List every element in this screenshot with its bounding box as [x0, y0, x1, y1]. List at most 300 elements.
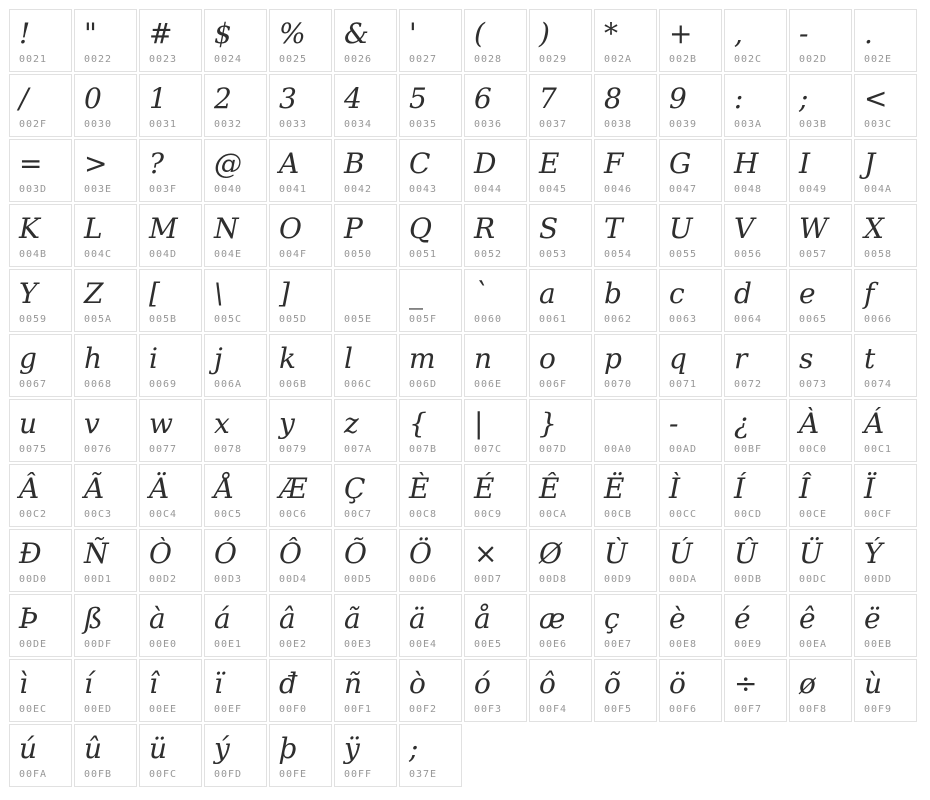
glyph: ¿ [734, 407, 750, 440]
codepoint-label: 00C3 [84, 509, 113, 520]
glyph-cell [74, 139, 137, 202]
glyph-cell [139, 204, 202, 267]
codepoint-label: 007A [344, 444, 373, 455]
glyph-cell [269, 139, 332, 202]
glyph: J [864, 147, 876, 180]
codepoint-label: 0062 [604, 314, 633, 325]
glyph: 9 [669, 82, 687, 115]
glyph-cell [659, 204, 722, 267]
codepoint-label: 0025 [279, 54, 308, 65]
glyph-cell [334, 529, 397, 592]
glyph: õ [604, 667, 621, 700]
glyph-cell [399, 659, 462, 722]
codepoint-label: 0063 [669, 314, 698, 325]
glyph-cell [594, 74, 657, 137]
glyph-cell [334, 74, 397, 137]
glyph: Û [734, 537, 758, 570]
codepoint-label: 0059 [19, 314, 48, 325]
codepoint-label: 00EF [214, 704, 243, 715]
glyph: B [344, 147, 365, 180]
codepoint-label: 0040 [214, 184, 243, 195]
glyph-cell [269, 399, 332, 462]
glyph-cell [724, 529, 787, 592]
glyph: û [84, 732, 103, 765]
codepoint-label: 00C5 [214, 509, 243, 520]
glyph-cell [464, 74, 527, 137]
glyph: î [149, 667, 158, 700]
codepoint-label: 0026 [344, 54, 373, 65]
codepoint-label: 00C2 [19, 509, 48, 520]
glyph: ö [669, 667, 686, 700]
codepoint-label: 0079 [279, 444, 308, 455]
glyph: Đ [19, 537, 42, 570]
codepoint-label: 007C [474, 444, 503, 455]
glyph-cell [9, 724, 72, 787]
codepoint-label: 00DA [669, 574, 698, 585]
glyph: È [409, 472, 430, 505]
codepoint-label: 00D2 [149, 574, 178, 585]
glyph-cell [854, 269, 917, 332]
glyph: j [214, 342, 223, 375]
glyph: Q [409, 212, 432, 245]
codepoint-label: 0069 [149, 379, 178, 390]
codepoint-label: 006F [539, 379, 568, 390]
glyph: / [19, 82, 29, 115]
codepoint-label: 00C0 [799, 444, 828, 455]
glyph: ; [799, 82, 809, 115]
glyph-cell [74, 594, 137, 657]
codepoint-label: 0033 [279, 119, 308, 130]
codepoint-label: 00D9 [604, 574, 633, 585]
glyph: 5 [409, 82, 427, 115]
glyph-cell [139, 659, 202, 722]
glyph-cell [334, 724, 397, 787]
codepoint-label: 0068 [84, 379, 113, 390]
codepoint-label: 00F3 [474, 704, 503, 715]
codepoint-label: 002B [669, 54, 698, 65]
codepoint-label: 0076 [84, 444, 113, 455]
codepoint-label: 0035 [409, 119, 438, 130]
glyph: ý [214, 732, 230, 765]
codepoint-label: 00E4 [409, 639, 438, 650]
glyph: ô [539, 667, 556, 700]
glyph: ø [799, 667, 816, 700]
glyph-cell [529, 139, 592, 202]
codepoint-label: 0030 [84, 119, 113, 130]
glyph: P [344, 212, 363, 245]
codepoint-label: 0065 [799, 314, 828, 325]
glyph-cell [659, 269, 722, 332]
glyph: ' [409, 17, 417, 50]
glyph-cell [529, 464, 592, 527]
glyph: O [279, 212, 302, 245]
codepoint-label: 00F1 [344, 704, 373, 715]
codepoint-label: 0037 [539, 119, 568, 130]
glyph: i [149, 342, 158, 375]
codepoint-label: 0024 [214, 54, 243, 65]
codepoint-label: 00DE [19, 639, 48, 650]
codepoint-label: 003A [734, 119, 763, 130]
glyph-cell [464, 139, 527, 202]
glyph-cell [594, 269, 657, 332]
glyph-cell [204, 594, 267, 657]
glyph: ú [19, 732, 38, 765]
glyph: X [864, 212, 884, 245]
glyph: ` [474, 277, 488, 310]
glyph-cell [139, 529, 202, 592]
glyph: đ [279, 667, 297, 700]
glyph-cell [139, 724, 202, 787]
glyph-cell [204, 139, 267, 202]
glyph: U [669, 212, 693, 245]
codepoint-label: 0028 [474, 54, 503, 65]
glyph-cell [724, 74, 787, 137]
codepoint-label: 00E7 [604, 639, 633, 650]
codepoint-label: 0048 [734, 184, 763, 195]
codepoint-label: 005D [279, 314, 308, 325]
glyph: [ [149, 277, 160, 310]
codepoint-label: 00CE [799, 509, 828, 520]
glyph: 0 [84, 82, 102, 115]
glyph-cell [659, 334, 722, 397]
codepoint-label: 00CC [669, 509, 698, 520]
codepoint-label: 00DC [799, 574, 828, 585]
codepoint-label: 0060 [474, 314, 503, 325]
glyph: ù [864, 667, 883, 700]
codepoint-label: 00EC [19, 704, 48, 715]
glyph: Ò [149, 537, 172, 570]
glyph: Â [19, 472, 40, 505]
codepoint-label: 0029 [539, 54, 568, 65]
glyph: Õ [344, 537, 367, 570]
glyph: ó [474, 667, 491, 700]
codepoint-label: 0055 [669, 249, 698, 260]
glyph: S [539, 212, 559, 245]
codepoint-label: 00EE [149, 704, 178, 715]
codepoint-label: 00D1 [84, 574, 113, 585]
codepoint-label: 0061 [539, 314, 568, 325]
codepoint-label: 00E1 [214, 639, 243, 650]
glyph: g [19, 342, 37, 375]
glyph: ë [864, 602, 881, 635]
glyph: ç [604, 602, 620, 635]
codepoint-label: 0038 [604, 119, 633, 130]
codepoint-label: 00C4 [149, 509, 178, 520]
glyph-cell [724, 399, 787, 462]
glyph-cell [399, 9, 462, 72]
glyph: ! [19, 17, 31, 50]
glyph: < [864, 82, 888, 115]
glyph-cell [334, 594, 397, 657]
glyph-cell [464, 334, 527, 397]
glyph: b [604, 277, 622, 310]
glyph-cell [854, 204, 917, 267]
glyph-cell [74, 9, 137, 72]
codepoint-label: 0054 [604, 249, 633, 260]
glyph-cell [334, 139, 397, 202]
glyph-cell [464, 399, 527, 462]
glyph-cell [854, 594, 917, 657]
glyph-cell [139, 74, 202, 137]
glyph-cell [139, 399, 202, 462]
codepoint-label: 00DB [734, 574, 763, 585]
codepoint-label: 004D [149, 249, 178, 260]
codepoint-label: 0046 [604, 184, 633, 195]
glyph-cell [594, 529, 657, 592]
glyph: a [539, 277, 556, 310]
glyph: ò [409, 667, 426, 700]
glyph: Í [734, 472, 746, 505]
glyph: ê [799, 602, 816, 635]
glyph: ÷ [734, 667, 758, 700]
glyph-cell [854, 399, 917, 462]
codepoint-label: 00AD [669, 444, 698, 455]
glyph: | [474, 407, 484, 440]
glyph-cell [789, 269, 852, 332]
glyph-cell [854, 529, 917, 592]
codepoint-label: 0044 [474, 184, 503, 195]
glyph-cell [204, 399, 267, 462]
glyph-cell [464, 464, 527, 527]
codepoint-label: 00D6 [409, 574, 438, 585]
glyph: D [474, 147, 497, 180]
glyph-cell [464, 204, 527, 267]
glyph-cell [9, 74, 72, 137]
codepoint-label: 005A [84, 314, 113, 325]
codepoint-label: 00F9 [864, 704, 893, 715]
glyph: h [84, 342, 103, 375]
glyph-cell [399, 464, 462, 527]
glyph: q [669, 342, 687, 375]
codepoint-label: 002C [734, 54, 763, 65]
glyph-cell [9, 659, 72, 722]
glyph: Ç [344, 472, 366, 505]
glyph-cell [789, 9, 852, 72]
glyph: × [474, 537, 498, 570]
glyph-cell [724, 594, 787, 657]
glyph: N [214, 212, 239, 245]
codepoint-label: 00E2 [279, 639, 308, 650]
glyph: 3 [279, 82, 297, 115]
glyph-cell [789, 74, 852, 137]
glyph-cell [269, 9, 332, 72]
glyph-cell [399, 399, 462, 462]
glyph-cell [269, 724, 332, 787]
codepoint-label: 0064 [734, 314, 763, 325]
glyph-cell [269, 464, 332, 527]
glyph: Ø [539, 537, 562, 570]
glyph-cell [74, 399, 137, 462]
codepoint-label: 0022 [84, 54, 113, 65]
glyph-cell [529, 594, 592, 657]
glyph-cell [399, 204, 462, 267]
glyph-cell [269, 74, 332, 137]
codepoint-label: 00FA [19, 769, 48, 780]
codepoint-label: 0056 [734, 249, 763, 260]
codepoint-label: 0066 [864, 314, 893, 325]
glyph-cell [334, 269, 397, 332]
glyph-cell [399, 74, 462, 137]
codepoint-label: 0070 [604, 379, 633, 390]
glyph: å [474, 602, 491, 635]
glyph: ü [149, 732, 168, 765]
glyph: Á [864, 407, 885, 440]
codepoint-label: 00CD [734, 509, 763, 520]
glyph-cell [399, 529, 462, 592]
codepoint-label: 00F5 [604, 704, 633, 715]
glyph: Þ [19, 602, 38, 635]
codepoint-label: 037E [409, 769, 438, 780]
glyph-cell [854, 139, 917, 202]
glyph: Ö [409, 537, 432, 570]
glyph: l [344, 342, 353, 375]
glyph-cell [139, 9, 202, 72]
glyph-cell [204, 334, 267, 397]
glyph-cell [399, 139, 462, 202]
codepoint-label: 0042 [344, 184, 373, 195]
glyph-cell [724, 659, 787, 722]
glyph-cell [789, 659, 852, 722]
glyph: p [604, 342, 622, 375]
glyph-cell [74, 269, 137, 332]
glyph-cell [789, 594, 852, 657]
glyph: > [84, 147, 108, 180]
glyph-cell [529, 529, 592, 592]
codepoint-label: 00DF [84, 639, 113, 650]
codepoint-label: 004C [84, 249, 113, 260]
glyph-cell [269, 594, 332, 657]
glyph-cell [854, 464, 917, 527]
glyph: Ý [864, 537, 883, 570]
glyph: æ [539, 602, 566, 635]
glyph: y [279, 407, 295, 440]
codepoint-label: 00E0 [149, 639, 178, 650]
codepoint-label: 00F8 [799, 704, 828, 715]
glyph: - [799, 17, 809, 50]
codepoint-label: 00CA [539, 509, 568, 520]
codepoint-label: 0072 [734, 379, 763, 390]
codepoint-label: 0043 [409, 184, 438, 195]
codepoint-label: 007D [539, 444, 568, 455]
glyph: F [604, 147, 624, 180]
codepoint-label: 0034 [344, 119, 373, 130]
glyph: T [604, 212, 623, 245]
glyph-cell [464, 269, 527, 332]
glyph-cell [724, 139, 787, 202]
glyph: ] [279, 277, 290, 310]
codepoint-label: 00DD [864, 574, 893, 585]
glyph: ÿ [344, 732, 360, 765]
glyph-cell [204, 269, 267, 332]
glyph: K [19, 212, 40, 245]
glyph: Ù [604, 537, 628, 570]
codepoint-label: 00C9 [474, 509, 503, 520]
codepoint-label: 00D0 [19, 574, 48, 585]
glyph-cell [9, 334, 72, 397]
glyph: k [279, 342, 296, 375]
glyph: è [669, 602, 686, 635]
glyph-cell [529, 269, 592, 332]
codepoint-label: 006E [474, 379, 503, 390]
glyph: á [214, 602, 231, 635]
codepoint-label: 005E [344, 314, 373, 325]
glyph: e [799, 277, 816, 310]
glyph: @ [214, 147, 242, 180]
glyph-cell [659, 9, 722, 72]
codepoint-label: 004B [19, 249, 48, 260]
glyph-cell [9, 269, 72, 332]
codepoint-label: 0049 [799, 184, 828, 195]
glyph: m [409, 342, 436, 375]
codepoint-label: 00CB [604, 509, 633, 520]
codepoint-label: 005B [149, 314, 178, 325]
glyph-cell [204, 529, 267, 592]
glyph-cell [789, 204, 852, 267]
glyph-cell [529, 204, 592, 267]
glyph-cell [139, 269, 202, 332]
glyph-cell [724, 334, 787, 397]
glyph: I [799, 147, 811, 180]
glyph: , [734, 17, 743, 50]
glyph-cell [724, 464, 787, 527]
glyph-cell [594, 9, 657, 72]
glyph-cell [204, 659, 267, 722]
codepoint-label: 007B [409, 444, 438, 455]
glyph-cell [399, 724, 462, 787]
codepoint-label: 003B [799, 119, 828, 130]
codepoint-label: 00FB [84, 769, 113, 780]
codepoint-label: 00E5 [474, 639, 503, 650]
codepoint-label: 003E [84, 184, 113, 195]
glyph-cell [529, 659, 592, 722]
codepoint-label: 005F [409, 314, 438, 325]
codepoint-label: 00EB [864, 639, 893, 650]
codepoint-label: 00FD [214, 769, 243, 780]
glyph-cell [204, 9, 267, 72]
codepoint-label: 002E [864, 54, 893, 65]
codepoint-label: 00ED [84, 704, 113, 715]
codepoint-label: 0074 [864, 379, 893, 390]
glyph-cell [204, 204, 267, 267]
glyph-cell [399, 269, 462, 332]
codepoint-label: 00F2 [409, 704, 438, 715]
glyph: { [409, 407, 427, 440]
glyph: # [149, 17, 173, 50]
glyph-cell [529, 74, 592, 137]
glyph-cell [74, 464, 137, 527]
codepoint-label: 00FE [279, 769, 308, 780]
glyph: é [734, 602, 751, 635]
glyph-cell [9, 529, 72, 592]
glyph: & [344, 17, 369, 50]
glyph: ã [344, 602, 361, 635]
codepoint-label: 003C [864, 119, 893, 130]
glyph-cell [789, 464, 852, 527]
glyph: ñ [344, 667, 363, 700]
glyph: " [84, 17, 97, 50]
glyph-cell [789, 529, 852, 592]
glyph: f [864, 277, 875, 310]
glyph: V [734, 212, 755, 245]
glyph: s [799, 342, 814, 375]
codepoint-label: 00CF [864, 509, 893, 520]
glyph: d [734, 277, 752, 310]
glyph: Y [19, 277, 38, 310]
codepoint-label: 004F [279, 249, 308, 260]
codepoint-label: 00C1 [864, 444, 893, 455]
glyph-cell [724, 204, 787, 267]
codepoint-label: 00E6 [539, 639, 568, 650]
